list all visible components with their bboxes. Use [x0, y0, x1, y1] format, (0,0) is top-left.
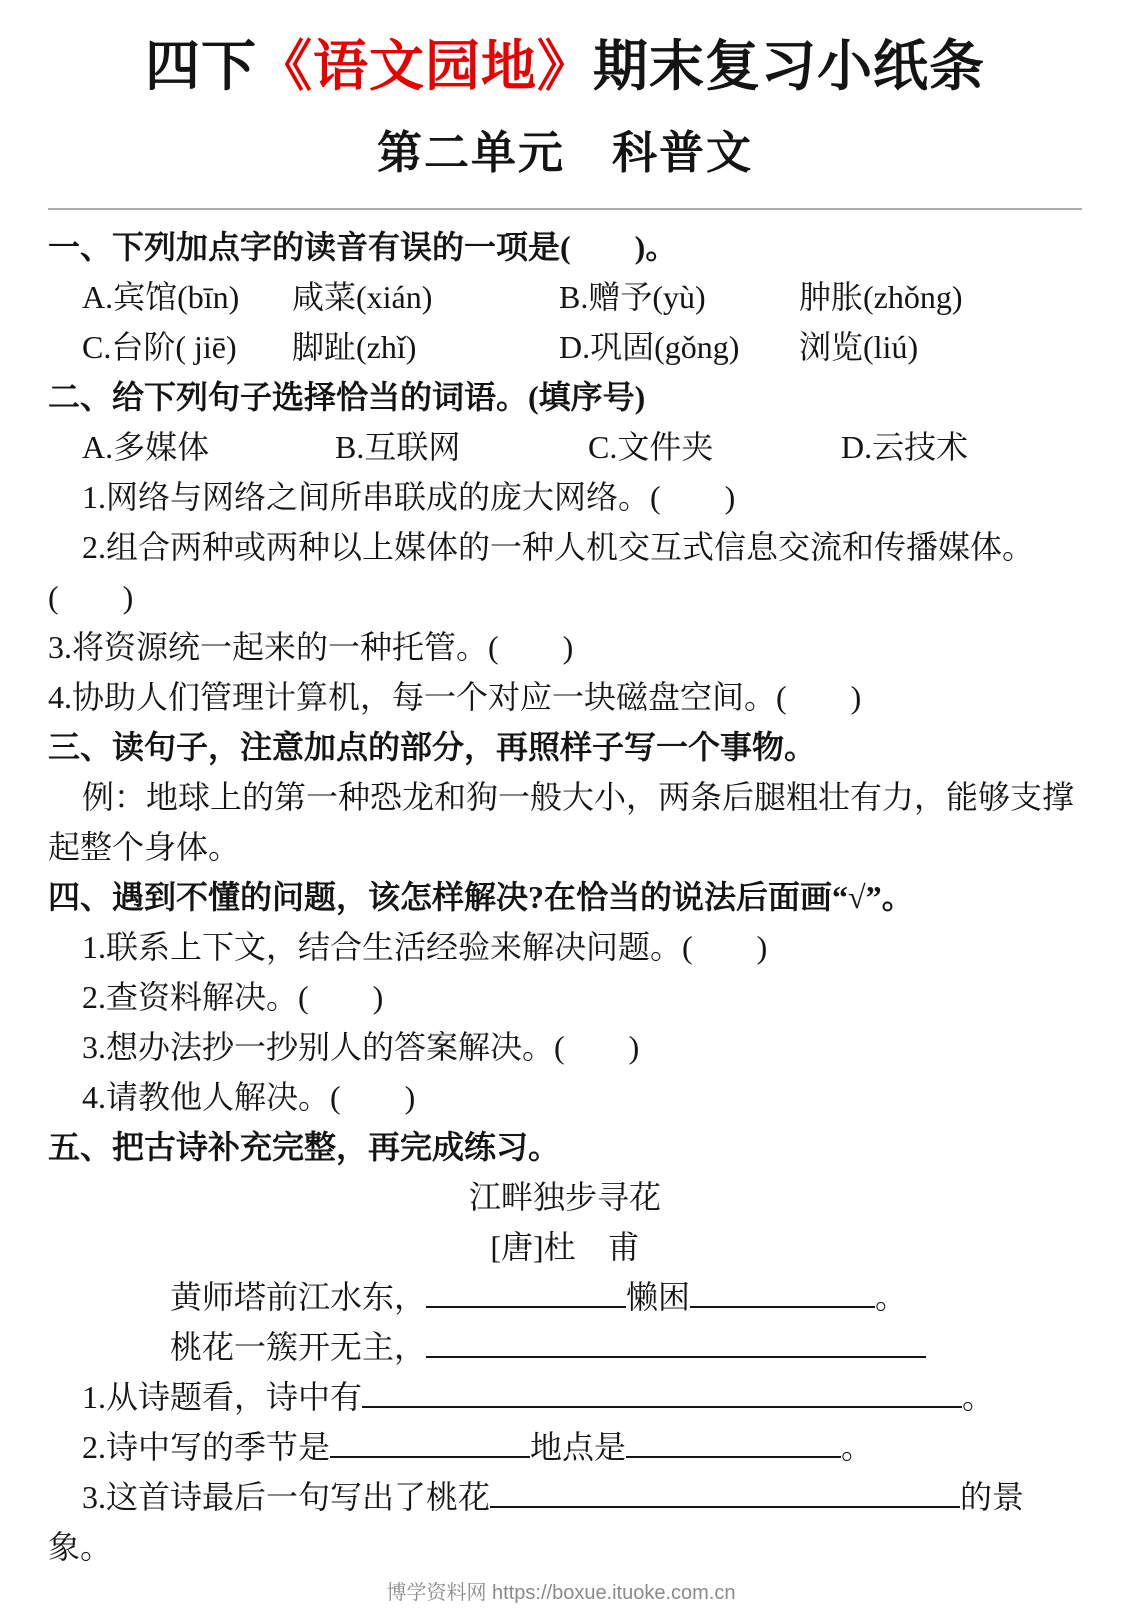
q2-option-b: B.互联网 [335, 429, 461, 465]
q5-sub2-mid: 地点是 [530, 1429, 627, 1465]
q3-example: 例：地球上的第一种恐龙和狗一般大小，两条后腿粗壮有力，能够支撑起整个身体。 [48, 779, 1075, 865]
q4-item-1: 1.联系上下文，结合生活经验来解决问题。( ) [82, 929, 768, 965]
q1-row-cd [48, 322, 1082, 372]
page-title [48, 34, 1082, 100]
q5-sub2-end: 。 [841, 1429, 874, 1465]
q5-sub2-blank-1 [330, 1422, 530, 1458]
q1-option-d2: 浏览(liú) [799, 329, 919, 365]
unit-subtitle: 第二单元 科普文 [376, 128, 753, 178]
title-highlight: 《语文园地》 [256, 36, 593, 97]
poem-line1-end: 。 [875, 1279, 908, 1315]
q2-item-4: 4.协助人们管理计算机，每一个对应一块磁盘空间。( ) [48, 679, 862, 715]
q5-sub2-blank-2 [626, 1422, 841, 1458]
q4-header: 四、遇到不懂的问题，该怎样解决?在恰当的说法后面画“√”。 [48, 879, 914, 915]
q1-row-ab [48, 272, 1082, 322]
poem-line2-text: 桃花一簇开无主， [170, 1329, 427, 1365]
q5-sub3-text: 3.这首诗最后一句写出了桃花 [82, 1479, 491, 1515]
q1-option-a2: 咸菜(xián) [292, 279, 433, 315]
footer-watermark: 博学资料网 https://boxue.ituoke.com.cn [386, 1582, 736, 1604]
q1-option-c1: C.台阶( jiē) [82, 329, 237, 365]
q5-sub3-blank [490, 1472, 960, 1508]
poem-title: 江畔独步寻花 [468, 1179, 661, 1215]
q1-header: 一、下列加点字的读音有误的一项是( )。 [48, 229, 678, 265]
poem-line1-blank-2 [690, 1272, 875, 1308]
q5-sub1-blank [362, 1372, 962, 1408]
divider-line [48, 208, 1082, 210]
q5-sub1-end: 。 [962, 1379, 995, 1415]
q3-header: 三、读句子，注意加点的部分，再照样子写一个事物。 [48, 729, 817, 765]
poem-line1-blank-1 [426, 1272, 626, 1308]
poem-line-1 [170, 1272, 1082, 1322]
q1-option-b1: B.赠予(yù) [559, 279, 706, 315]
poem-line-2 [170, 1322, 1082, 1372]
poem-line1-mid: 懒困 [626, 1279, 691, 1315]
q2-item-2: 2.组合两种或两种以上媒体的一种人机交互式信息交流和传播媒体。( ) [48, 529, 1035, 615]
q1-option-a1: A.宾馆(bīn) [82, 279, 240, 315]
q2-options-row [48, 422, 1082, 472]
q5-sub-2 [48, 1422, 1082, 1472]
q1-option-d1: D.巩固(gǒng) [559, 329, 740, 365]
q2-item-3: 3.将资源统一起来的一种托管。( ) [48, 629, 574, 665]
q4-item-2: 2.查资料解决。( ) [82, 979, 384, 1015]
q5-sub-3 [48, 1472, 1082, 1572]
poem-line2-blank [426, 1322, 926, 1358]
title-prefix: 四下 [144, 36, 257, 97]
worksheet-page [0, 34, 1122, 1572]
q1-option-c2: 脚趾(zhǐ) [292, 329, 417, 365]
q5-sub2-text: 2.诗中写的季节是 [82, 1429, 331, 1465]
q2-option-a: A.多媒体 [82, 429, 210, 465]
q2-option-c: C.文件夹 [588, 429, 714, 465]
q5-sub-1 [48, 1372, 1082, 1422]
q2-item-1: 1.网络与网络之间所串联成的庞大网络。( ) [82, 479, 736, 515]
q5-sub1-text: 1.从诗题看，诗中有 [82, 1379, 363, 1415]
poem-line1-text: 黄师塔前江水东， [170, 1279, 427, 1315]
q2-header: 二、给下列句子选择恰当的词语。(填序号) [48, 379, 646, 415]
title-suffix: 期末复习小纸条 [593, 36, 986, 97]
q4-item-3: 3.想办法抄一抄别人的答案解决。( ) [82, 1029, 640, 1065]
q1-option-b2: 肿胀(zhǒng) [799, 279, 963, 315]
q2-option-d: D.云技术 [841, 429, 969, 465]
q5-sub3-end: 的景象。 [48, 1479, 1025, 1565]
poem-author: [唐]杜 甫 [490, 1229, 640, 1265]
q5-header: 五、把古诗补充完整，再完成练习。 [48, 1129, 561, 1165]
q4-item-4: 4.请教他人解决。( ) [82, 1079, 416, 1115]
